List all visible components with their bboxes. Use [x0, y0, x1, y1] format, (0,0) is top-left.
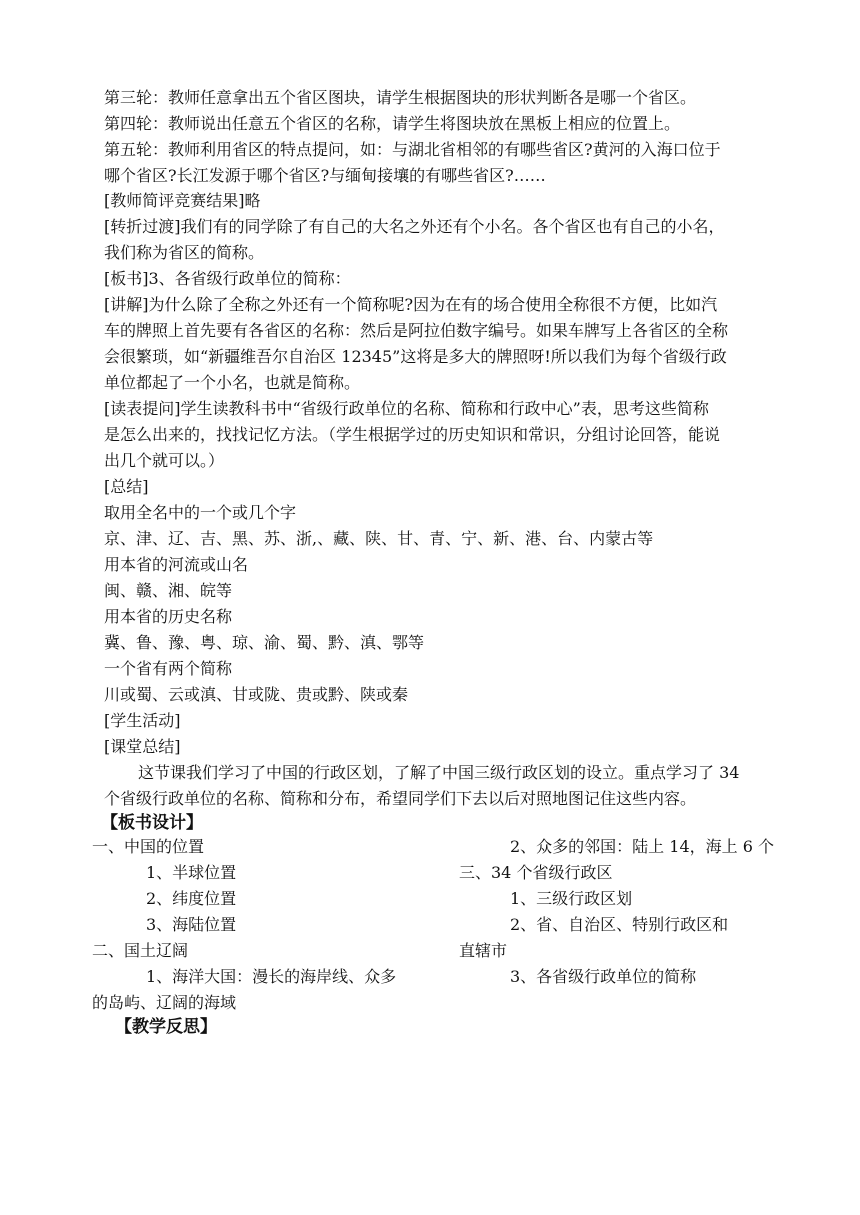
board-item-hemisphere: 1、半球位置 — [146, 863, 237, 882]
paragraph-reading-line2: 是怎么出来的，找找记忆方法。（学生根据学过的历史知识和常识，分组讨论回答，能说 — [104, 425, 721, 444]
board-item-province-types-line2: 直辖市 — [459, 941, 508, 960]
paragraph-explain-line3: 会很繁琐，如“新疆维吾尔自治区 12345”这将是多大的牌照呀!所以我们为每个省级行政 — [104, 347, 727, 366]
board-item-vast-territory: 二、国土辽阔 — [92, 941, 189, 960]
board-item-china-location: 一、中国的位置 — [92, 837, 205, 856]
board-item-three-levels: 1、三级行政区划 — [510, 889, 633, 908]
paragraph-teacher-comment: [教师简评竞赛结果]略 — [104, 191, 261, 210]
paragraph-class-summary-line2: 个省级行政单位的名称、简称和分布，希望同学们下去以后对照地图记住这些内容。 — [104, 789, 697, 808]
summary-category-full-name: 取用全名中的一个或几个字 — [104, 503, 297, 522]
paragraph-transition-line2: 我们称为省区的简称。 — [104, 243, 265, 262]
paragraph-class-summary-label: [课堂总结] — [104, 737, 181, 756]
summary-list-river: 闽、赣、湘、皖等 — [104, 581, 233, 600]
paragraph-transition-line1: [转折过渡]我们有的同学除了有自己的大名之外还有个小名。各个省区也有自己的小名， — [104, 217, 725, 236]
paragraph-round-three: 第三轮：教师任意拿出五个省区图块，请学生根据图块的形状判断各是哪一个省区。 — [104, 88, 697, 107]
board-design-heading: 【板书设计】 — [101, 813, 203, 833]
summary-category-history: 用本省的历史名称 — [104, 607, 233, 626]
board-item-abbreviations: 3、各省级行政单位的简称 — [510, 967, 697, 986]
board-item-neighbors: 2、众多的邻国：陆上 14，海上 6 个 — [510, 837, 774, 856]
paragraph-round-five-line1: 第五轮：教师利用省区的特点提问，如：与湖北省相邻的有哪些省区?黄河的入海口位于 — [104, 140, 721, 159]
summary-list-two-names: 川或蜀、云或滇、甘或陇、贵或黔、陕或秦 — [104, 685, 409, 704]
paragraph-reading-line3: 出几个就可以。） — [104, 451, 225, 470]
paragraph-round-five-line2: 哪个省区?长江发源于哪个省区?与缅甸接壤的有哪些省区?…… — [104, 166, 546, 185]
teaching-reflection-heading: 【教学反思】 — [115, 1017, 217, 1037]
paragraph-explain-line4: 单位都起了一个小名，也就是简称。 — [104, 373, 361, 392]
summary-category-river: 用本省的河流或山名 — [104, 555, 249, 574]
paragraph-student-activity: [学生活动] — [104, 711, 181, 730]
paragraph-summary-label: [总结] — [104, 477, 149, 496]
paragraph-reading-line1: [读表提问]学生读教科书中“省级行政单位的名称、简称和行政中心”表，思考这些简称 — [104, 399, 709, 418]
board-item-provinces: 三、34 个省级行政区 — [459, 863, 613, 882]
board-item-ocean-line1: 1、海洋大国：漫长的海岸线、众多 — [146, 967, 397, 986]
paragraph-explain-line1: [讲解]为什么除了全称之外还有一个简称呢?因为在有的场合使用全称很不方便，比如汽 — [104, 295, 718, 314]
paragraph-board-note: [板书]3、各省级行政单位的简称： — [104, 269, 351, 288]
board-item-ocean-line2: 的岛屿、辽阔的海域 — [92, 993, 237, 1012]
board-item-sea-land: 3、海陆位置 — [146, 915, 237, 934]
board-item-latitude: 2、纬度位置 — [146, 889, 237, 908]
paragraph-class-summary-line1: 这节课我们学习了中国的行政区划，了解了中国三级行政区划的设立。重点学习了 34 — [138, 763, 740, 782]
summary-list-history: 冀、鲁、豫、粤、琼、渝、蜀、黔、滇、鄂等 — [104, 633, 425, 652]
board-item-province-types-line1: 2、省、自治区、特别行政区和 — [510, 915, 729, 934]
summary-list-full-name: 京、津、辽、吉、黑、苏、浙,、藏、陕、甘、青、宁、新、港、台、内蒙古等 — [104, 529, 654, 548]
paragraph-round-four: 第四轮：教师说出任意五个省区的名称，请学生将图块放在黑板上相应的位置上。 — [104, 114, 681, 133]
summary-category-two-names: 一个省有两个简称 — [104, 659, 233, 678]
paragraph-explain-line2: 车的牌照上首先要有各省区的名称：然后是阿拉伯数字编号。如果车牌写上各省区的全称 — [104, 321, 729, 340]
